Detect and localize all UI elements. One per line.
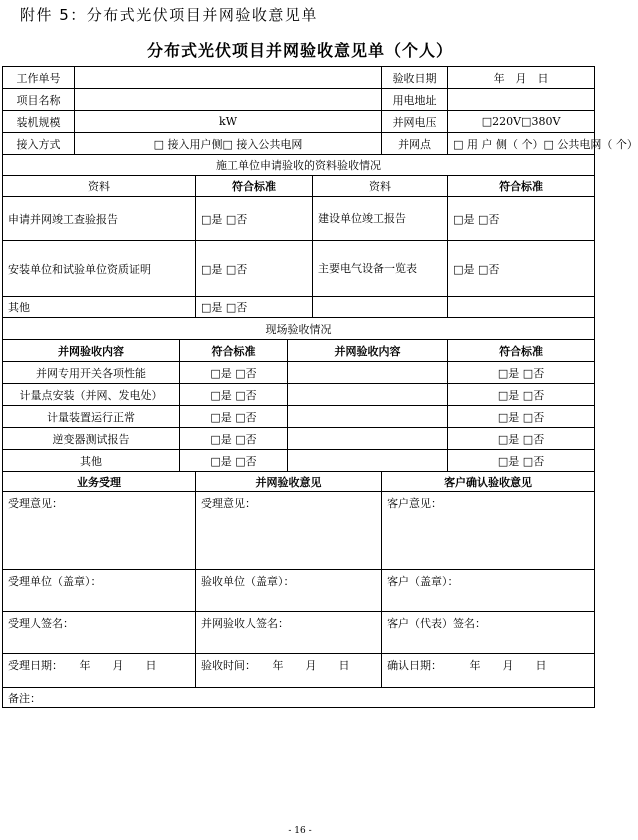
site-col-content-2: 并网验收内容 xyxy=(288,340,448,362)
capacity-label: 装机规模 xyxy=(3,111,75,133)
col-business: 业务受理 xyxy=(3,472,196,492)
site-item-label: 其他 xyxy=(3,450,180,472)
docs-yes-no-checkbox[interactable]: □是 □否 xyxy=(196,197,313,241)
site-item-label: 计量装置运行正常 xyxy=(3,406,180,428)
site-col-standard-2: 符合标准 xyxy=(448,340,595,362)
voltage-label: 并网电压 xyxy=(382,111,448,133)
customer-opinion-field[interactable]: 客户意见： xyxy=(382,492,595,570)
docs-yes-no-checkbox[interactable]: □是 □否 xyxy=(448,241,595,297)
docs-col-standard-2: 符合标准 xyxy=(448,176,595,197)
site-yes-no-checkbox[interactable]: □是 □否 xyxy=(180,384,288,406)
voltage-field[interactable]: □220V□380V xyxy=(448,111,595,133)
customer-signature[interactable]: 客户（代表）签名： xyxy=(382,612,595,654)
site-content-field[interactable] xyxy=(288,362,448,384)
customer-date-field[interactable]: 确认日期： 年 月 日 xyxy=(382,654,595,688)
col-customer-opinion: 客户确认验收意见 xyxy=(382,472,595,492)
access-label: 接入方式 xyxy=(3,133,75,155)
site-yes-no-checkbox[interactable]: □是 □否 xyxy=(180,428,288,450)
work-no-field[interactable] xyxy=(75,67,382,89)
form-title: 分布式光伏项目并网验收意见单（个人） xyxy=(146,41,453,60)
grid-signature[interactable]: 并网验收人签名： xyxy=(196,612,382,654)
point-label: 并网点 xyxy=(382,133,448,155)
docs-yes-no-checkbox[interactable]: □是 □否 xyxy=(448,197,595,241)
acceptance-form-table xyxy=(2,66,638,708)
site-section-title: 现场验收情况 xyxy=(3,318,595,340)
accept-signature[interactable]: 受理人签名： xyxy=(3,612,196,654)
docs-item-label: 建设单位竣工报告 xyxy=(313,197,448,241)
page-number: - 16 - xyxy=(288,826,312,836)
project-name-label: 项目名称 xyxy=(3,89,75,111)
site-content-field[interactable] xyxy=(288,406,448,428)
address-field[interactable] xyxy=(448,89,595,111)
site-content-field[interactable] xyxy=(288,384,448,406)
site-item-label: 并网专用开关各项性能 xyxy=(3,362,180,384)
site-yes-no-checkbox[interactable]: □是 □否 xyxy=(448,406,595,428)
site-yes-no-checkbox[interactable]: □是 □否 xyxy=(180,362,288,384)
site-col-standard: 符合标准 xyxy=(180,340,288,362)
customer-seal[interactable]: 客户（盖章）： xyxy=(382,570,595,612)
docs-item-label: 主要电气设备一览表 xyxy=(313,241,448,297)
work-no-label: 工作单号 xyxy=(3,67,75,89)
remarks-field[interactable]: 备注： xyxy=(3,688,595,708)
site-yes-no-checkbox[interactable]: □是 □否 xyxy=(448,384,595,406)
docs-empty-cell xyxy=(313,297,448,318)
capacity-field[interactable]: kW xyxy=(75,111,382,133)
docs-empty-cell xyxy=(448,297,595,318)
col-grid-opinion: 并网验收意见 xyxy=(196,472,382,492)
docs-item-label: 申请并网竣工查验报告 xyxy=(3,197,196,241)
site-yes-no-checkbox[interactable]: □是 □否 xyxy=(448,428,595,450)
site-content-field[interactable] xyxy=(288,428,448,450)
docs-col-material: 资料 xyxy=(3,176,196,197)
access-options[interactable]: □ 接入用户侧□ 接入公共电网 xyxy=(75,133,382,155)
site-yes-no-checkbox[interactable]: □是 □否 xyxy=(180,450,288,472)
accept-date-field[interactable]: 受理日期： 年 月 日 xyxy=(3,654,196,688)
site-col-content: 并网验收内容 xyxy=(3,340,180,362)
grid-opinion-field[interactable]: 受理意见： xyxy=(196,492,382,570)
site-content-field[interactable] xyxy=(288,450,448,472)
docs-yes-no-checkbox[interactable]: □是 □否 xyxy=(196,297,313,318)
address-label: 用电地址 xyxy=(382,89,448,111)
appendix-heading: 附件 5：分布式光伏项目并网验收意见单 xyxy=(20,6,318,24)
project-name-field[interactable] xyxy=(75,89,382,111)
docs-yes-no-checkbox[interactable]: □是 □否 xyxy=(196,241,313,297)
site-item-label: 逆变器测试报告 xyxy=(3,428,180,450)
accept-unit-seal[interactable]: 受理单位（盖章）： xyxy=(3,570,196,612)
docs-item-label: 其他 xyxy=(3,297,196,318)
site-yes-no-checkbox[interactable]: □是 □否 xyxy=(448,450,595,472)
docs-item-label: 安装单位和试验单位资质证明 xyxy=(3,241,196,297)
accept-date-field[interactable]: 年 月 日 xyxy=(448,67,595,89)
accept-opinion-field[interactable]: 受理意见： xyxy=(3,492,196,570)
grid-unit-seal[interactable]: 验收单位（盖章）： xyxy=(196,570,382,612)
accept-date-label: 验收日期 xyxy=(382,67,448,89)
docs-col-standard: 符合标准 xyxy=(196,176,313,197)
site-item-label: 计量点安装（并网、发电处） xyxy=(3,384,180,406)
docs-section-title: 施工单位申请验收的资料验收情况 xyxy=(3,155,595,176)
site-yes-no-checkbox[interactable]: □是 □否 xyxy=(180,406,288,428)
grid-date-field[interactable]: 验收时间： 年 月 日 xyxy=(196,654,382,688)
docs-col-material-2: 资料 xyxy=(313,176,448,197)
point-options[interactable]: □ 用 户 侧（ 个）□ 公共电网（ 个） xyxy=(448,133,595,155)
site-yes-no-checkbox[interactable]: □是 □否 xyxy=(448,362,595,384)
